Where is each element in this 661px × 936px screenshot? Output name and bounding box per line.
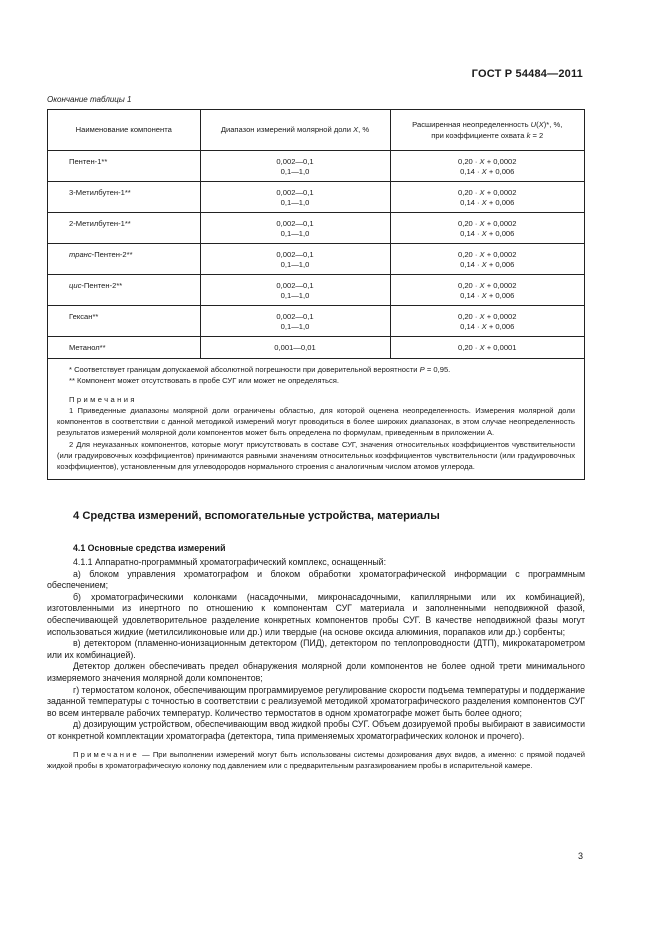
section-title: 4 Средства измерений, вспомогательные устройства, материалы [73,510,440,522]
component-name: цис-Пентен-2** [48,274,200,305]
component-uncertainty: 0,20 · X + 0,0002 0,14 · X + 0,006 [390,150,584,181]
note-1: 1 Приведенные диапазоны молярной доли ограничены областью, для которой оценена неопределенность. Измерения молярной доли компонентов в соответствии с данной методикой измерений могут проводиться в более широких диапазонах, в этом случае неопределенность результатов измерений молярной доли компонентов может быть определена по формулам, приведенным в приложении А. [57,405,575,438]
section-body [47,557,585,771]
table-row [48,274,584,305]
component-range: 0,002—0,1 0,1—1,0 [200,150,390,181]
table-notes [48,358,584,479]
header-range: Диапазон измерений молярной доли X, % [200,110,390,150]
table-row [48,150,584,181]
table-row [48,212,584,243]
component-name: транс-Пентен-2** [48,243,200,274]
table-row [48,305,584,336]
notes-title: Примечания [69,394,137,404]
note-2: 2 Для неуказанных компонентов, которые могут присутствовать в составе СУГ, значения относительных коэффициентов чувствительности (или градуировочных коэффициентов) принимаются равными значениям относительных коэффициентов чувствительности (или градуировочных коэффициентов), установленным для углеводородов нормального строения с аналогичным числом атомов углерода. [57,439,575,472]
section-note [47,749,585,771]
components-table [47,109,585,480]
component-name: Пентен-1** [48,150,200,181]
paragraph: г) термостатом колонок, обеспечивающим программируемое регулирование скорости подъема температуры и поддержание заданной температуры с точностью в соответствии с реализуемой методикой хроматографического разделения компонентов СУГ во всем интервале рабочих температур. Количество термостатов в одном хроматографе может быть более одного; [47,684,585,718]
table-body [48,150,584,358]
paragraph: д) дозирующим устройством, обеспечивающим ввод жидкой пробы СУГ. Объем дозируемой пробы выбирают в зависимости от конкретной комплектации хроматографа (детектора, типа применяемых хроматографических колонок и прочего). [47,719,585,741]
table-row [48,243,584,274]
paragraph: в) детектором (пламенно-ионизационным детектором (ПИД), детектором по теплопроводности (ДТП), микрокатарометром или их комбинацией). [47,638,585,660]
component-range: 0,002—0,1 0,1—1,0 [200,243,390,274]
component-range: 0,002—0,1 0,1—1,0 [200,212,390,243]
paragraph: Детектор должен обеспечивать предел обнаружения молярной доли компонентов не более одной трети минимального измеряемого значения молярной доли компонентов; [47,661,585,683]
document-code: ГОСТ Р 54484—2011 [471,68,583,80]
component-range: 0,002—0,1 0,1—1,0 [200,181,390,212]
components-grid [48,110,584,358]
table-row [48,181,584,212]
component-uncertainty: 0,20 · X + 0,0002 0,14 · X + 0,006 [390,181,584,212]
header-component-name: Наименование компонента [48,110,200,150]
component-name: 3-Метилбутен-1** [48,181,200,212]
page-number: 3 [577,851,583,861]
subsection-title: 4.1 Основные средства измерений [73,543,226,553]
component-uncertainty: 0,20 · X + 0,0002 0,14 · X + 0,006 [390,305,584,336]
table-caption: Окончание таблицы 1 [47,95,132,104]
component-range: 0,002—0,1 0,1—1,0 [200,305,390,336]
header-uncertainty: Расширенная неопределенность U(X)*, %, при коэффициенте охвата k = 2 [390,110,584,150]
paragraph: а) блоком управления хроматографом и блоком обработки хроматографической информации с программным обеспечением; [47,568,585,591]
paragraph: б) хроматографическими колонками (насадочными, микронасадочными, капиллярными или их комбинацией), изготовленными из инертного по отношению к компонентам СУГ материала и заполненными неподвижной фазой, обеспечивающей удовлетворительное разделение конкретных компонентов пробы СУГ. В качестве неподвижной фазы могут использоваться жидкие (метилсиликоновые или др.) или твердые (на основе оксида алюминия, порапаков или др.) сорбенты; [47,591,585,637]
footnote-1: * Соответствует границам допускаемой абсолютной погрешности при доверительной вероятности P = 0,95. [69,365,451,374]
component-range: 0,002—0,1 0,1—1,0 [200,274,390,305]
component-name: 2-Метилбутен-1** [48,212,200,243]
note-text: — При выполнении измерений могут быть использованы системы дозирования двух видов, а именно: с прямой подачей жидкой пробы в хроматографическую колонку под давлением или с предварительным разгазированием пробы в испарительной камере. [47,749,585,770]
footnote-2: ** Компонент может отсутствовать в пробе СУГ или может не определяться. [69,376,339,386]
table-header-row [48,110,584,150]
component-uncertainty: 0,20 · X + 0,0001 [458,342,517,352]
component-uncertainty: 0,20 · X + 0,0002 0,14 · X + 0,006 [390,212,584,243]
component-range: 0,001—0,01 [200,336,390,358]
component-uncertainty: 0,20 · X + 0,0002 0,14 · X + 0,006 [390,274,584,305]
table-row [48,336,584,358]
component-name: Метанол** [48,336,200,358]
component-name: Гексан** [48,305,200,336]
note-label: Примечание [73,749,139,759]
component-uncertainty: 0,20 · X + 0,0002 0,14 · X + 0,006 [390,243,584,274]
paragraph: 4.1.1 Аппаратно-программный хроматографический комплекс, оснащенный: [73,557,387,567]
